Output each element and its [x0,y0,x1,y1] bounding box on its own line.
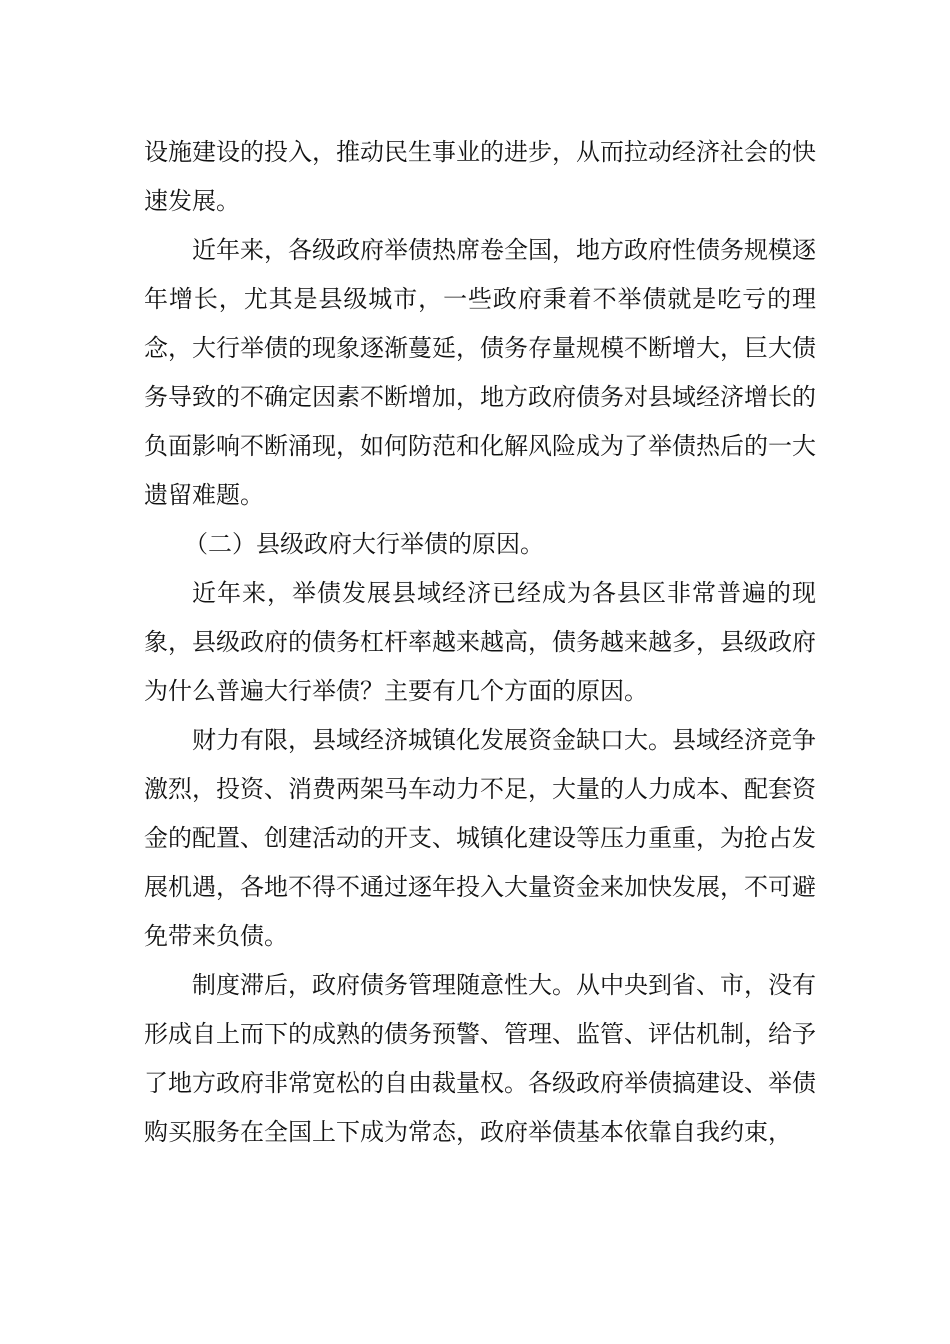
paragraph-limited-funds: 财力有限，县域经济城镇化发展资金缺口大。县域经济竞争激烈，投资、消费两架马车动力不足，大量的人力成本、配套资金的配置、创建活动的开支、城镇化建设等压力重重，为抢占发展机遇，各地不得不通过逐年投入大量资金来加快发展，不可避免带来负债。 [144,726,816,950]
paragraph-lagging-system: 制度滞后，政府债务管理随意性大。从中央到省、市，没有形成自上而下的成熟的债务预警、管理、监管、评估机制，给予了地方政府非常宽松的自由裁量权。各级政府举债搞建设、举债购买服务在全国上下成为常态，政府举债基本依靠自我约束， [144,971,816,1146]
paragraph-debt-growth: 近年来，各级政府举债热席卷全国，地方政府性债务规模逐年增长，尤其是县级城市，一些政府秉着不举债就是吃亏的理念，大行举债的现象逐渐蔓延，债务存量规模不断增大，巨大债务导致的不确定因素不断增加，地方政府债务对县域经济增长的负面影响不断涌现，如何防范和化解风险成为了举债热后的一大遗留难题。 [144,236,816,509]
document-body [144,128,816,1157]
section-heading-causes: （二）县级政府大行举债的原因。 [184,530,544,558]
paragraph-continuation: 设施建设的投入，推动民生事业的进步，从而拉动经济社会的快速发展。 [144,138,816,215]
paragraph-causes-intro: 近年来，举债发展县域经济已经成为各县区非常普遍的现象，县级政府的债务杠杆率越来越高，债务越来越多，县级政府为什么普遍大行举债？主要有几个方面的原因。 [144,579,816,705]
